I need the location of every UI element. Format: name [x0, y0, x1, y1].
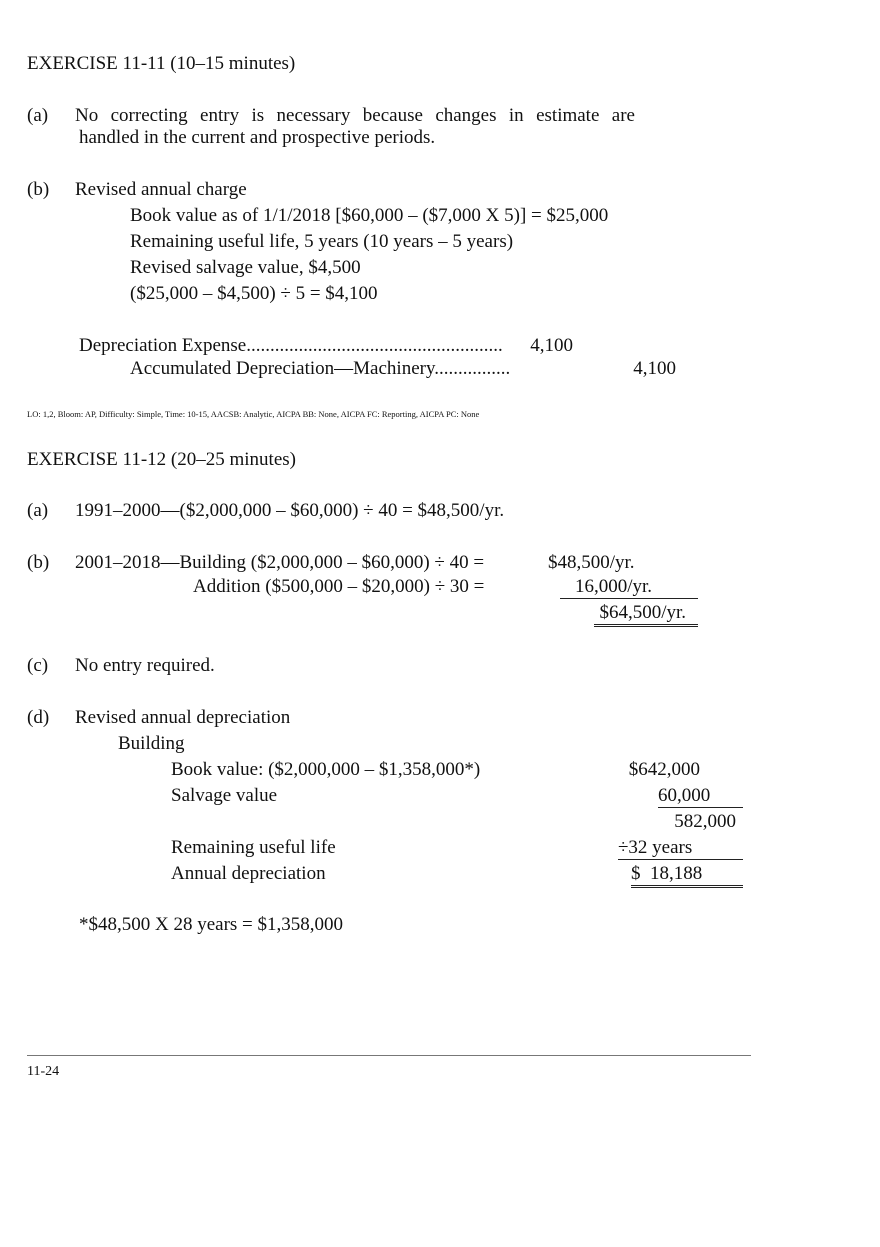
addition-amount	[560, 576, 698, 599]
part-c-text: No entry required.	[75, 655, 215, 676]
addition-amount-value: 16,000/yr.	[574, 576, 652, 597]
page-number: 11-24	[27, 1064, 60, 1079]
building-calculation: 2001–2018—Building ($2,000,000 – $60,000) ÷ 40 =	[75, 552, 485, 573]
part-b-label: (b)	[27, 179, 50, 200]
salvage-value-number: 60,000	[658, 785, 711, 806]
annual-depreciation-amount	[631, 863, 743, 888]
total-annual-depreciation	[594, 602, 698, 627]
building-amount: $48,500/yr.	[548, 552, 635, 573]
remaining-life-amount	[618, 837, 743, 860]
part-a-calculation: 1991–2000—($2,000,000 – $60,000) ÷ 40 = $48,500/yr.	[75, 500, 505, 521]
calc-line-book-value: Book value as of 1/1/2018 [$60,000 – ($7,000 X 5)] = $25,000	[130, 205, 609, 226]
calc-line-remaining-life: Remaining useful life, 5 years (10 years – 5 years)	[130, 231, 514, 252]
learning-objectives-meta: LO: 1,2, Bloom: AP, Difficulty: Simple, Time: 10-15, AACSB: Analytic, AICPA BB: None, AICPA FC: Reporting, AICPA PC: None	[27, 409, 480, 419]
part-a-label: (a)	[27, 500, 49, 521]
part-a-label: (a)	[27, 105, 49, 126]
calc-line-salvage: Revised salvage value, $4,500	[130, 257, 361, 278]
total-amount-value: $64,500/yr.	[599, 602, 686, 623]
journal-credit-label: Accumulated Depreciation—Machinery................	[130, 358, 511, 379]
part-b-heading: Revised annual charge	[75, 179, 247, 200]
journal-debit-amount: 4,100	[530, 335, 573, 356]
building-subheading: Building	[118, 733, 185, 754]
journal-credit-amount: 4,100	[633, 358, 676, 379]
part-d-label: (d)	[27, 707, 50, 728]
remaining-life-number: ÷32 years	[618, 837, 693, 858]
part-c-label: (c)	[27, 655, 49, 676]
depreciable-base-amount: 582,000	[674, 811, 736, 832]
book-value-label: Book value: ($2,000,000 – $1,358,000*)	[171, 759, 481, 780]
journal-debit-label: Depreciation Expense......................................................	[79, 335, 503, 356]
book-value-amount: $642,000	[628, 759, 700, 780]
exercise-11-12-title: EXERCISE 11-12 (20–25 minutes)	[27, 449, 296, 470]
part-a-text: No correcting entry is necessary because changes in estimate are	[75, 105, 635, 126]
annual-depreciation-label: Annual depreciation	[171, 863, 326, 884]
calc-line-revised-charge: ($25,000 – $4,500) ÷ 5 = $4,100	[130, 283, 378, 304]
footnote: *$48,500 X 28 years = $1,358,000	[79, 914, 344, 935]
salvage-value-amount	[658, 785, 743, 808]
part-d-heading: Revised annual depreciation	[75, 707, 291, 728]
footer-divider	[27, 1055, 751, 1056]
salvage-value-label: Salvage value	[171, 785, 278, 806]
part-a-text-continued: handled in the current and prospective periods.	[79, 127, 436, 148]
part-b-label: (b)	[27, 552, 50, 573]
addition-calculation: Addition ($500,000 – $20,000) ÷ 30 =	[193, 576, 485, 597]
exercise-11-11-title: EXERCISE 11-11 (10–15 minutes)	[27, 53, 296, 74]
annual-depreciation-number: $ 18,188	[631, 863, 703, 884]
remaining-life-label: Remaining useful life	[171, 837, 336, 858]
